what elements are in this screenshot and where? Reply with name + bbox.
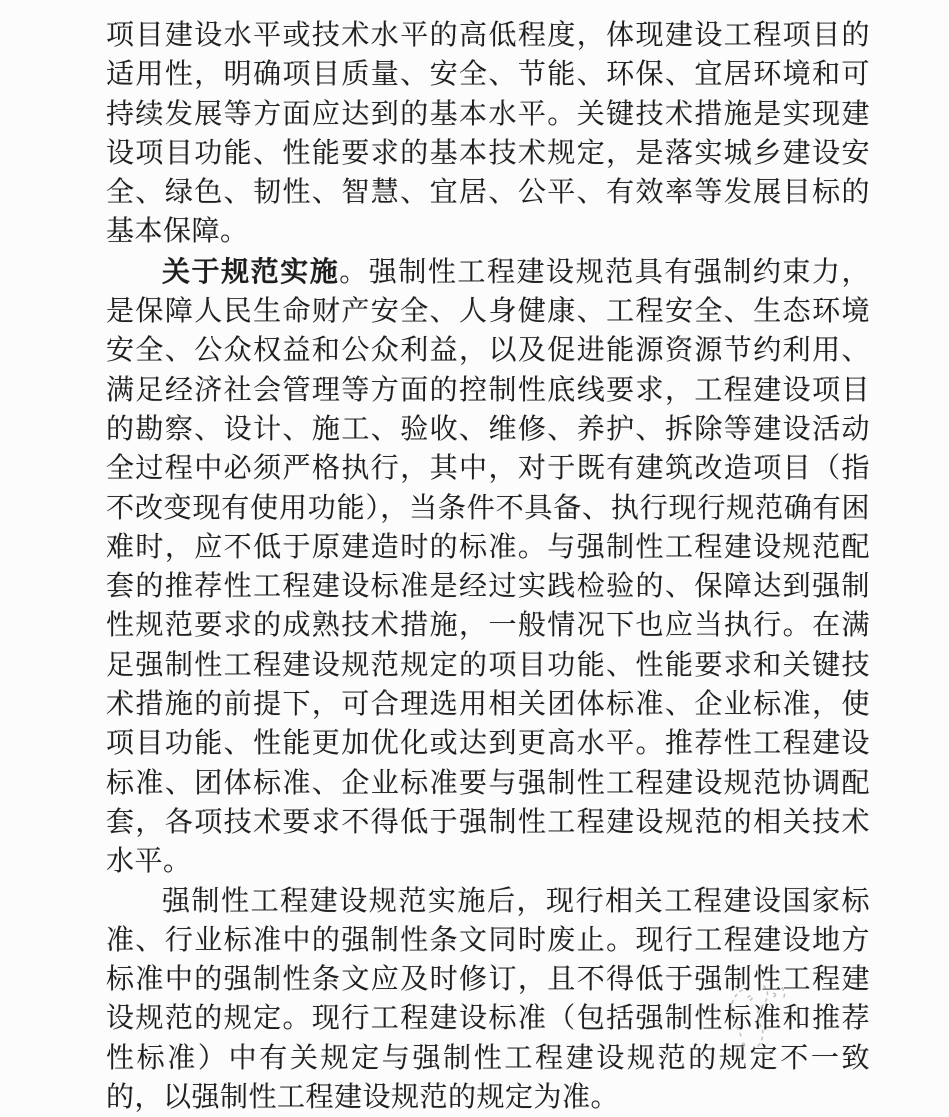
paragraph (106, 882, 870, 1117)
paragraph-lead-bold: 关于规范实施 (162, 255, 340, 287)
paragraph (106, 16, 870, 252)
paragraph-text: 强制性工程建设规范实施后，现行相关工程建设国家标准、行业标准中的强制性条文同时废止。现行工程建设地方标准中的强制性条文应及时修订，且不得低于强制性工程建设规范的规定。现行工程建设标准（包括强制性标准和推荐性标准）中有关规定与强制性工程建设规范的规定不一致的，以强制性工程建设规范的规定为准。 (106, 885, 870, 1114)
paragraph (106, 252, 870, 882)
paragraph-text: 。强制性工程建设规范具有强制约束力，是保障人民生命财产安全、人身健康、工程安全、生态环境安全、公众权益和公众利益，以及促进能源资源节约利用、满足经济社会管理等方面的控制性底线要求，工程建设项目的勘察、设计、施工、验收、维修、养护、拆除等建设活动全过程中必须严格执行，其中，对于既有建筑改造项目（指不改变现有使用功能），当条件不具备、执行现行规范确有困难时，应不低于原建造时的标准。与强制性工程建设规范配套的推荐性工程建设标准是经过实践检验的、保障达到强制性规范要求的成熟技术措施，一般情况下也应当执行。在满足强制性工程建设规范规定的项目功能、性能要求和关键技术措施的前提下，可合理选用相关团体标准、企业标准，使项目功能、性能更加优化或达到更高水平。推荐性工程建设标准、团体标准、企业标准要与强制性工程建设规范协调配套，各项技术要求不得低于强制性工程建设规范的相关技术水平。 (106, 256, 870, 878)
paragraph-text: 项目建设水平或技术水平的高低程度，体现建设工程项目的适用性，明确项目质量、安全、节能、环保、宜居环境和可持续发展等方面应达到的基本水平。关键技术措施是实现建设项目功能、性能要求的基本技术规定，是落实城乡建设安全、绿色、韧性、智慧、宜居、公平、有效率等发展目标的基本保障。 (106, 20, 870, 248)
text-column (106, 16, 870, 1117)
